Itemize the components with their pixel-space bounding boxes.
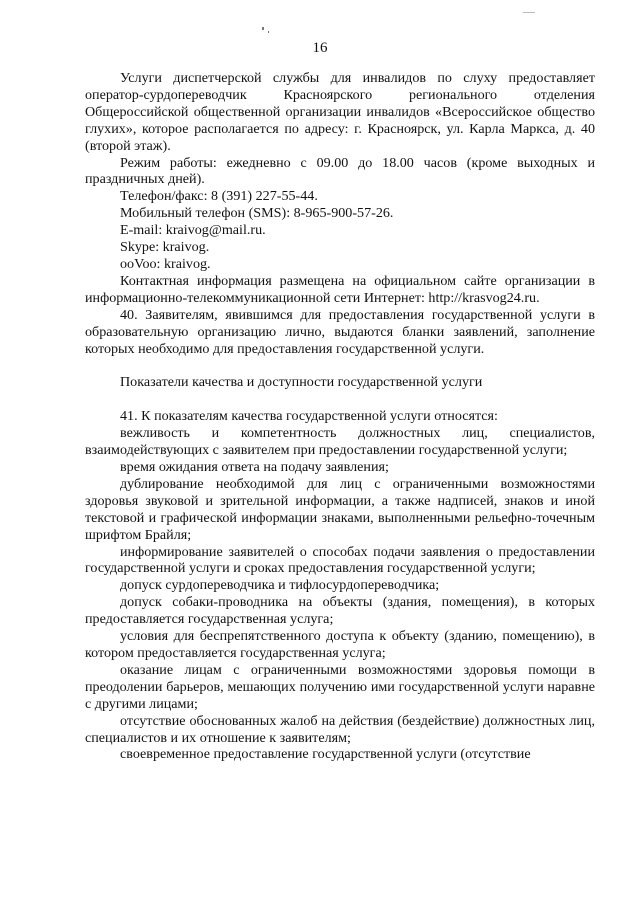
paragraph: Услуги диспетчерской службы для инвалидов по слуху предоставляет оператор-сурдопереводчик Красноярского регионального отделения Общероссийской общественной организации инвалидов «Всероссийское общество глухих», которое располагается по адресу: г. Красноярск, ул. Карла Маркса, д. 40 (второй этаж).	[85, 70, 595, 154]
list-item: 41. К показателям качества государственной услуги относятся:	[120, 408, 498, 425]
paragraph: Режим работы: ежедневно с 09.00 до 18.00 часов (кроме выходных и праздничных дней).	[85, 154, 595, 188]
scan-speck	[262, 27, 264, 30]
paragraph: ooVoo: kraivog.	[120, 255, 211, 272]
scan-speck	[268, 31, 269, 33]
list-item: вежливость и компетентность должностных лиц, специалистов, взаимодействующих с заявителем при предоставлении государственной услуги;	[85, 425, 595, 459]
list-item: условия для беспрепятственного доступа к объекту (зданию, помещению), в котором предоставляется государственная услуга;	[85, 628, 595, 661]
paragraph: Мобильный телефон (SMS): 8-965-900-57-26.	[120, 205, 394, 222]
paragraph: E-mail: kraivog@mail.ru.	[120, 222, 266, 239]
paragraph: Skype: kraivog.	[120, 239, 210, 256]
scan-speck	[523, 12, 535, 13]
list-item: допуск собаки-проводника на объекты (здания, помещения), в которых предоставляется государственная услуга;	[85, 594, 595, 628]
paragraph: Контактная информация размещена на официальном сайте организации в информационно-телекоммуникационной сети Интернет: http://krasvog24.ru.	[85, 272, 595, 306]
document-body	[85, 70, 595, 763]
paragraph: Телефон/факс: 8 (391) 227-55-44.	[120, 188, 318, 205]
list-item: допуск сурдопереводчика и тифлосурдопереводчика;	[120, 577, 440, 594]
section-heading: Показатели качества и доступности государственной услуги	[120, 374, 483, 391]
paragraph: 40. Заявителям, явившимся для предоставления государственной услуги в образовательную организацию лично, выдаются бланки заявлений, заполнение которых необходимо для предоставления государственной услуги.	[85, 306, 595, 357]
list-item: оказание лицам с ограниченными возможностями здоровья помощи в преодолении барьеров, мешающих получению ими государственной услуги наравне с другими лицами;	[85, 661, 595, 712]
list-item: дублирование необходимой для лиц с ограниченными возможностями здоровья звуковой и зрительной информации, а также надписей, знаков и иной текстовой и графической информации знаками, выполненными рельефно-точечным шрифтом Брайля;	[85, 475, 595, 543]
page-number: 16	[312, 40, 328, 56]
list-item: своевременное предоставление государственной услуги (отсутствие	[120, 746, 531, 763]
list-item: отсутствие обоснованных жалоб на действия (бездействие) должностных лиц, специалистов и их отношение к заявителям;	[85, 712, 595, 746]
list-item: информирование заявителей о способах подачи заявления о предоставлении государственной услуги и сроках предоставления государственной услуги;	[85, 543, 595, 577]
list-item: время ожидания ответа на подачу заявления;	[120, 459, 389, 476]
